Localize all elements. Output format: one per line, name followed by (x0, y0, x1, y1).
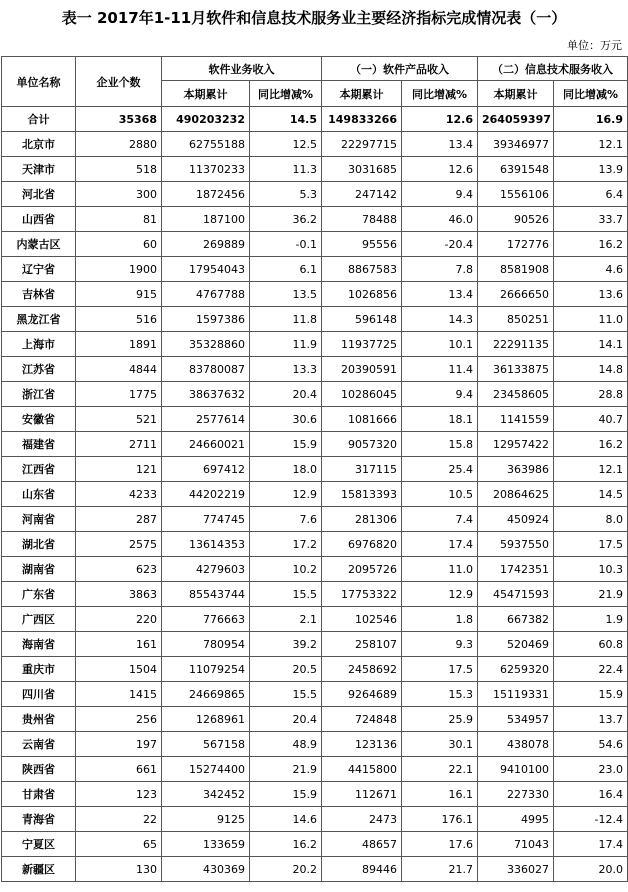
cell-product-growth: 30.1 (402, 732, 478, 757)
cell-product-growth: 21.7 (402, 857, 478, 882)
cell-it-growth: 16.2 (554, 432, 628, 457)
cell-count: 35368 (76, 107, 162, 132)
cell-software-cum: 2577614 (162, 407, 250, 432)
table-row (2, 682, 628, 707)
cell-product-growth: 176.1 (402, 807, 478, 832)
cell-software-growth: 13.5 (250, 282, 322, 307)
cell-count: 287 (76, 507, 162, 532)
cell-software-growth: 15.9 (250, 782, 322, 807)
cell-it-cum: 4995 (478, 807, 554, 832)
header-product-income: （一）软件产品收入 (322, 57, 478, 81)
cell-it-cum: 534957 (478, 707, 554, 732)
cell-it-cum: 6391548 (478, 157, 554, 182)
cell-it-growth: 60.8 (554, 632, 628, 657)
cell-it-growth: 20.0 (554, 857, 628, 882)
cell-software-cum: 35328860 (162, 332, 250, 357)
cell-region: 湖南省 (2, 557, 76, 582)
cell-software-growth: 20.5 (250, 657, 322, 682)
cell-software-cum: 774745 (162, 507, 250, 532)
table-row (2, 307, 628, 332)
table-row (2, 482, 628, 507)
cell-count: 197 (76, 732, 162, 757)
cell-count: 2575 (76, 532, 162, 557)
cell-it-growth: 40.7 (554, 407, 628, 432)
cell-count: 4233 (76, 482, 162, 507)
statistics-table (1, 56, 628, 882)
cell-product-growth: 9.4 (402, 382, 478, 407)
cell-count: 256 (76, 707, 162, 732)
cell-product-cum: 2473 (322, 807, 402, 832)
cell-it-cum: 172776 (478, 232, 554, 257)
header-count: 企业个数 (76, 57, 162, 107)
table-row (2, 132, 628, 157)
cell-count: 1415 (76, 682, 162, 707)
cell-it-cum: 1141559 (478, 407, 554, 432)
cell-software-growth: 14.6 (250, 807, 322, 832)
cell-region: 宁夏区 (2, 832, 76, 857)
cell-region: 广西区 (2, 607, 76, 632)
table-row (2, 732, 628, 757)
cell-region: 新疆区 (2, 857, 76, 882)
cell-it-growth: 23.0 (554, 757, 628, 782)
cell-product-growth: 7.4 (402, 507, 478, 532)
cell-software-growth: 6.1 (250, 257, 322, 282)
cell-it-cum: 227330 (478, 782, 554, 807)
cell-product-cum: 596148 (322, 307, 402, 332)
cell-product-growth: 16.1 (402, 782, 478, 807)
cell-product-growth: 11.0 (402, 557, 478, 582)
header-it-cum: 本期累计 (478, 81, 554, 107)
cell-software-cum: 15274400 (162, 757, 250, 782)
table-row (2, 832, 628, 857)
cell-it-cum: 12957422 (478, 432, 554, 457)
cell-software-growth: 39.2 (250, 632, 322, 657)
cell-region: 河南省 (2, 507, 76, 532)
table-row (2, 207, 628, 232)
cell-it-cum: 5937550 (478, 532, 554, 557)
cell-software-growth: 12.5 (250, 132, 322, 157)
cell-product-cum: 281306 (322, 507, 402, 532)
cell-region: 湖北省 (2, 532, 76, 557)
cell-it-cum: 36133875 (478, 357, 554, 382)
cell-software-cum: 1268961 (162, 707, 250, 732)
cell-it-growth: 16.2 (554, 232, 628, 257)
cell-product-growth: 46.0 (402, 207, 478, 232)
cell-it-cum: 2666650 (478, 282, 554, 307)
cell-software-growth: 17.2 (250, 532, 322, 557)
cell-product-growth: 11.4 (402, 357, 478, 382)
cell-it-growth: 17.5 (554, 532, 628, 557)
cell-software-growth: 12.9 (250, 482, 322, 507)
cell-it-cum: 22291135 (478, 332, 554, 357)
table-row (2, 607, 628, 632)
unit-label: 单位：万元 (567, 39, 622, 52)
cell-software-growth: 30.6 (250, 407, 322, 432)
cell-product-cum: 78488 (322, 207, 402, 232)
table-row (2, 857, 628, 882)
cell-product-cum: 1081666 (322, 407, 402, 432)
table-row (2, 782, 628, 807)
cell-product-cum: 15813393 (322, 482, 402, 507)
table-row (2, 257, 628, 282)
cell-region: 黑龙江省 (2, 307, 76, 332)
table-title: 表一 2017年1-11月软件和信息技术服务业主要经济指标完成情况表（一） (61, 9, 567, 27)
cell-software-cum: 1597386 (162, 307, 250, 332)
cell-product-cum: 20390591 (322, 357, 402, 382)
table-row (2, 332, 628, 357)
cell-count: 81 (76, 207, 162, 232)
cell-product-cum: 9057320 (322, 432, 402, 457)
cell-region: 浙江省 (2, 382, 76, 407)
cell-software-growth: 15.5 (250, 682, 322, 707)
cell-product-growth: 12.6 (402, 107, 478, 132)
cell-software-cum: 697412 (162, 457, 250, 482)
cell-region: 陕西省 (2, 757, 76, 782)
cell-it-cum: 23458605 (478, 382, 554, 407)
cell-product-cum: 317115 (322, 457, 402, 482)
cell-region: 辽宁省 (2, 257, 76, 282)
cell-count: 3863 (76, 582, 162, 607)
cell-it-cum: 264059397 (478, 107, 554, 132)
header-product-cum: 本期累计 (322, 81, 402, 107)
cell-count: 1504 (76, 657, 162, 682)
cell-region: 甘肃省 (2, 782, 76, 807)
cell-it-growth: 28.8 (554, 382, 628, 407)
cell-software-cum: 24669865 (162, 682, 250, 707)
cell-region: 合计 (2, 107, 76, 132)
cell-region: 内蒙古区 (2, 232, 76, 257)
cell-region: 四川省 (2, 682, 76, 707)
cell-software-cum: 4279603 (162, 557, 250, 582)
cell-it-growth: 33.7 (554, 207, 628, 232)
cell-it-cum: 667382 (478, 607, 554, 632)
table-body (2, 107, 628, 882)
cell-software-growth: 11.9 (250, 332, 322, 357)
cell-software-cum: 13614353 (162, 532, 250, 557)
cell-product-growth: 10.1 (402, 332, 478, 357)
cell-count: 4844 (76, 357, 162, 382)
cell-product-cum: 112671 (322, 782, 402, 807)
cell-it-cum: 8581908 (478, 257, 554, 282)
cell-region: 北京市 (2, 132, 76, 157)
cell-it-growth: 11.0 (554, 307, 628, 332)
cell-software-cum: 4767788 (162, 282, 250, 307)
cell-it-growth: 10.3 (554, 557, 628, 582)
header-software-growth: 同比增减% (250, 81, 322, 107)
cell-count: 2711 (76, 432, 162, 457)
table-row (2, 807, 628, 832)
cell-it-cum: 363986 (478, 457, 554, 482)
cell-region: 青海省 (2, 807, 76, 832)
cell-count: 2880 (76, 132, 162, 157)
cell-product-growth: -20.4 (402, 232, 478, 257)
cell-product-growth: 17.6 (402, 832, 478, 857)
cell-product-cum: 11937725 (322, 332, 402, 357)
cell-product-growth: 1.8 (402, 607, 478, 632)
header-software-income: 软件业务收入 (162, 57, 322, 81)
cell-it-growth: 14.8 (554, 357, 628, 382)
cell-region: 山东省 (2, 482, 76, 507)
cell-it-growth: 16.9 (554, 107, 628, 132)
cell-it-growth: -12.4 (554, 807, 628, 832)
cell-software-growth: 7.6 (250, 507, 322, 532)
cell-software-cum: 269889 (162, 232, 250, 257)
cell-it-cum: 450924 (478, 507, 554, 532)
cell-it-cum: 20864625 (478, 482, 554, 507)
cell-count: 1891 (76, 332, 162, 357)
table-row (2, 182, 628, 207)
cell-software-cum: 490203232 (162, 107, 250, 132)
cell-software-growth: 20.4 (250, 382, 322, 407)
cell-product-growth: 10.5 (402, 482, 478, 507)
cell-product-cum: 8867583 (322, 257, 402, 282)
cell-software-cum: 62755188 (162, 132, 250, 157)
cell-product-cum: 3031685 (322, 157, 402, 182)
cell-software-cum: 11079254 (162, 657, 250, 682)
cell-it-growth: 14.1 (554, 332, 628, 357)
cell-product-growth: 12.6 (402, 157, 478, 182)
cell-product-growth: 17.4 (402, 532, 478, 557)
cell-it-growth: 15.9 (554, 682, 628, 707)
cell-region: 江苏省 (2, 357, 76, 382)
cell-software-cum: 187100 (162, 207, 250, 232)
header-it-growth: 同比增减% (554, 81, 628, 107)
cell-software-cum: 44202219 (162, 482, 250, 507)
cell-product-growth: 17.5 (402, 657, 478, 682)
cell-it-cum: 6259320 (478, 657, 554, 682)
cell-product-growth: 22.1 (402, 757, 478, 782)
cell-it-growth: 21.9 (554, 582, 628, 607)
cell-software-growth: 20.4 (250, 707, 322, 732)
cell-product-cum: 10286045 (322, 382, 402, 407)
cell-software-growth: 10.2 (250, 557, 322, 582)
cell-it-growth: 13.6 (554, 282, 628, 307)
cell-region: 海南省 (2, 632, 76, 657)
table-row (2, 757, 628, 782)
cell-software-growth: 11.3 (250, 157, 322, 182)
cell-product-cum: 95556 (322, 232, 402, 257)
cell-it-cum: 39346977 (478, 132, 554, 157)
table-row (2, 382, 628, 407)
cell-product-cum: 149833266 (322, 107, 402, 132)
cell-region: 云南省 (2, 732, 76, 757)
cell-it-growth: 12.1 (554, 132, 628, 157)
table-row (2, 232, 628, 257)
cell-region: 福建省 (2, 432, 76, 457)
cell-product-growth: 15.3 (402, 682, 478, 707)
table-row (2, 282, 628, 307)
cell-it-cum: 9410100 (478, 757, 554, 782)
cell-software-growth: -0.1 (250, 232, 322, 257)
cell-it-cum: 45471593 (478, 582, 554, 607)
cell-product-growth: 12.9 (402, 582, 478, 607)
cell-count: 161 (76, 632, 162, 657)
cell-product-cum: 6976820 (322, 532, 402, 557)
cell-product-cum: 2458692 (322, 657, 402, 682)
cell-product-cum: 102546 (322, 607, 402, 632)
cell-count: 60 (76, 232, 162, 257)
header-region: 单位名称 (2, 57, 76, 107)
table-row (2, 557, 628, 582)
table-row (2, 157, 628, 182)
cell-product-growth: 9.4 (402, 182, 478, 207)
table-row (2, 357, 628, 382)
header-product-growth: 同比增减% (402, 81, 478, 107)
cell-software-cum: 776663 (162, 607, 250, 632)
cell-product-growth: 13.4 (402, 132, 478, 157)
cell-software-growth: 16.2 (250, 832, 322, 857)
table-row (2, 707, 628, 732)
cell-software-cum: 9125 (162, 807, 250, 832)
header-it-service-income: （二）信息技术服务收入 (478, 57, 628, 81)
cell-it-growth: 22.4 (554, 657, 628, 682)
table-row (2, 582, 628, 607)
cell-product-cum: 17753322 (322, 582, 402, 607)
cell-software-cum: 38637632 (162, 382, 250, 407)
cell-software-growth: 20.2 (250, 857, 322, 882)
table-row (2, 507, 628, 532)
cell-count: 123 (76, 782, 162, 807)
cell-count: 1775 (76, 382, 162, 407)
cell-product-growth: 9.3 (402, 632, 478, 657)
cell-it-growth: 12.1 (554, 457, 628, 482)
cell-software-cum: 133659 (162, 832, 250, 857)
cell-software-growth: 13.3 (250, 357, 322, 382)
cell-software-growth: 36.2 (250, 207, 322, 232)
cell-software-cum: 85543744 (162, 582, 250, 607)
cell-software-cum: 342452 (162, 782, 250, 807)
cell-product-cum: 89446 (322, 857, 402, 882)
cell-region: 上海市 (2, 332, 76, 357)
cell-software-growth: 15.5 (250, 582, 322, 607)
cell-product-growth: 15.8 (402, 432, 478, 457)
cell-it-growth: 13.9 (554, 157, 628, 182)
cell-software-cum: 11370233 (162, 157, 250, 182)
cell-it-cum: 1556106 (478, 182, 554, 207)
cell-count: 623 (76, 557, 162, 582)
table-row (2, 632, 628, 657)
table-row (2, 432, 628, 457)
cell-software-growth: 48.9 (250, 732, 322, 757)
cell-product-growth: 25.4 (402, 457, 478, 482)
cell-software-growth: 5.3 (250, 182, 322, 207)
cell-product-cum: 247142 (322, 182, 402, 207)
cell-region: 安徽省 (2, 407, 76, 432)
cell-count: 22 (76, 807, 162, 832)
cell-it-cum: 15119331 (478, 682, 554, 707)
cell-software-growth: 2.1 (250, 607, 322, 632)
cell-software-growth: 18.0 (250, 457, 322, 482)
table-row (2, 657, 628, 682)
cell-product-cum: 1026856 (322, 282, 402, 307)
cell-software-cum: 780954 (162, 632, 250, 657)
cell-region: 重庆市 (2, 657, 76, 682)
cell-software-growth: 11.8 (250, 307, 322, 332)
cell-count: 130 (76, 857, 162, 882)
cell-region: 江西省 (2, 457, 76, 482)
cell-product-cum: 123136 (322, 732, 402, 757)
cell-it-growth: 8.0 (554, 507, 628, 532)
cell-it-growth: 16.4 (554, 782, 628, 807)
cell-product-cum: 2095726 (322, 557, 402, 582)
cell-it-cum: 90526 (478, 207, 554, 232)
cell-software-cum: 17954043 (162, 257, 250, 282)
cell-product-cum: 48657 (322, 832, 402, 857)
cell-software-cum: 1872456 (162, 182, 250, 207)
header-software-cum: 本期累计 (162, 81, 250, 107)
cell-it-cum: 438078 (478, 732, 554, 757)
table-row-total (2, 107, 628, 132)
cell-count: 521 (76, 407, 162, 432)
cell-it-growth: 1.9 (554, 607, 628, 632)
cell-product-growth: 7.8 (402, 257, 478, 282)
cell-it-growth: 54.6 (554, 732, 628, 757)
cell-it-growth: 13.7 (554, 707, 628, 732)
cell-it-cum: 520469 (478, 632, 554, 657)
cell-count: 121 (76, 457, 162, 482)
cell-product-cum: 724848 (322, 707, 402, 732)
table-row (2, 457, 628, 482)
cell-it-cum: 850251 (478, 307, 554, 332)
cell-product-cum: 9264689 (322, 682, 402, 707)
cell-product-growth: 14.3 (402, 307, 478, 332)
cell-count: 1900 (76, 257, 162, 282)
cell-region: 河北省 (2, 182, 76, 207)
cell-count: 516 (76, 307, 162, 332)
cell-software-growth: 14.5 (250, 107, 322, 132)
cell-region: 贵州省 (2, 707, 76, 732)
cell-region: 吉林省 (2, 282, 76, 307)
cell-it-cum: 71043 (478, 832, 554, 857)
cell-region: 广东省 (2, 582, 76, 607)
cell-count: 220 (76, 607, 162, 632)
cell-product-growth: 25.9 (402, 707, 478, 732)
cell-product-cum: 4415800 (322, 757, 402, 782)
cell-it-growth: 4.6 (554, 257, 628, 282)
cell-count: 300 (76, 182, 162, 207)
cell-software-cum: 24660021 (162, 432, 250, 457)
table-row (2, 532, 628, 557)
cell-it-growth: 6.4 (554, 182, 628, 207)
cell-software-growth: 15.9 (250, 432, 322, 457)
cell-count: 915 (76, 282, 162, 307)
cell-it-cum: 336027 (478, 857, 554, 882)
cell-count: 661 (76, 757, 162, 782)
cell-software-cum: 430369 (162, 857, 250, 882)
cell-count: 65 (76, 832, 162, 857)
cell-count: 518 (76, 157, 162, 182)
cell-product-cum: 258107 (322, 632, 402, 657)
cell-it-growth: 17.4 (554, 832, 628, 857)
cell-it-cum: 1742351 (478, 557, 554, 582)
cell-product-growth: 13.4 (402, 282, 478, 307)
cell-region: 天津市 (2, 157, 76, 182)
cell-software-growth: 21.9 (250, 757, 322, 782)
cell-software-cum: 83780087 (162, 357, 250, 382)
cell-product-cum: 22297715 (322, 132, 402, 157)
table-row (2, 407, 628, 432)
cell-product-growth: 18.1 (402, 407, 478, 432)
cell-software-cum: 567158 (162, 732, 250, 757)
cell-region: 山西省 (2, 207, 76, 232)
cell-it-growth: 14.5 (554, 482, 628, 507)
